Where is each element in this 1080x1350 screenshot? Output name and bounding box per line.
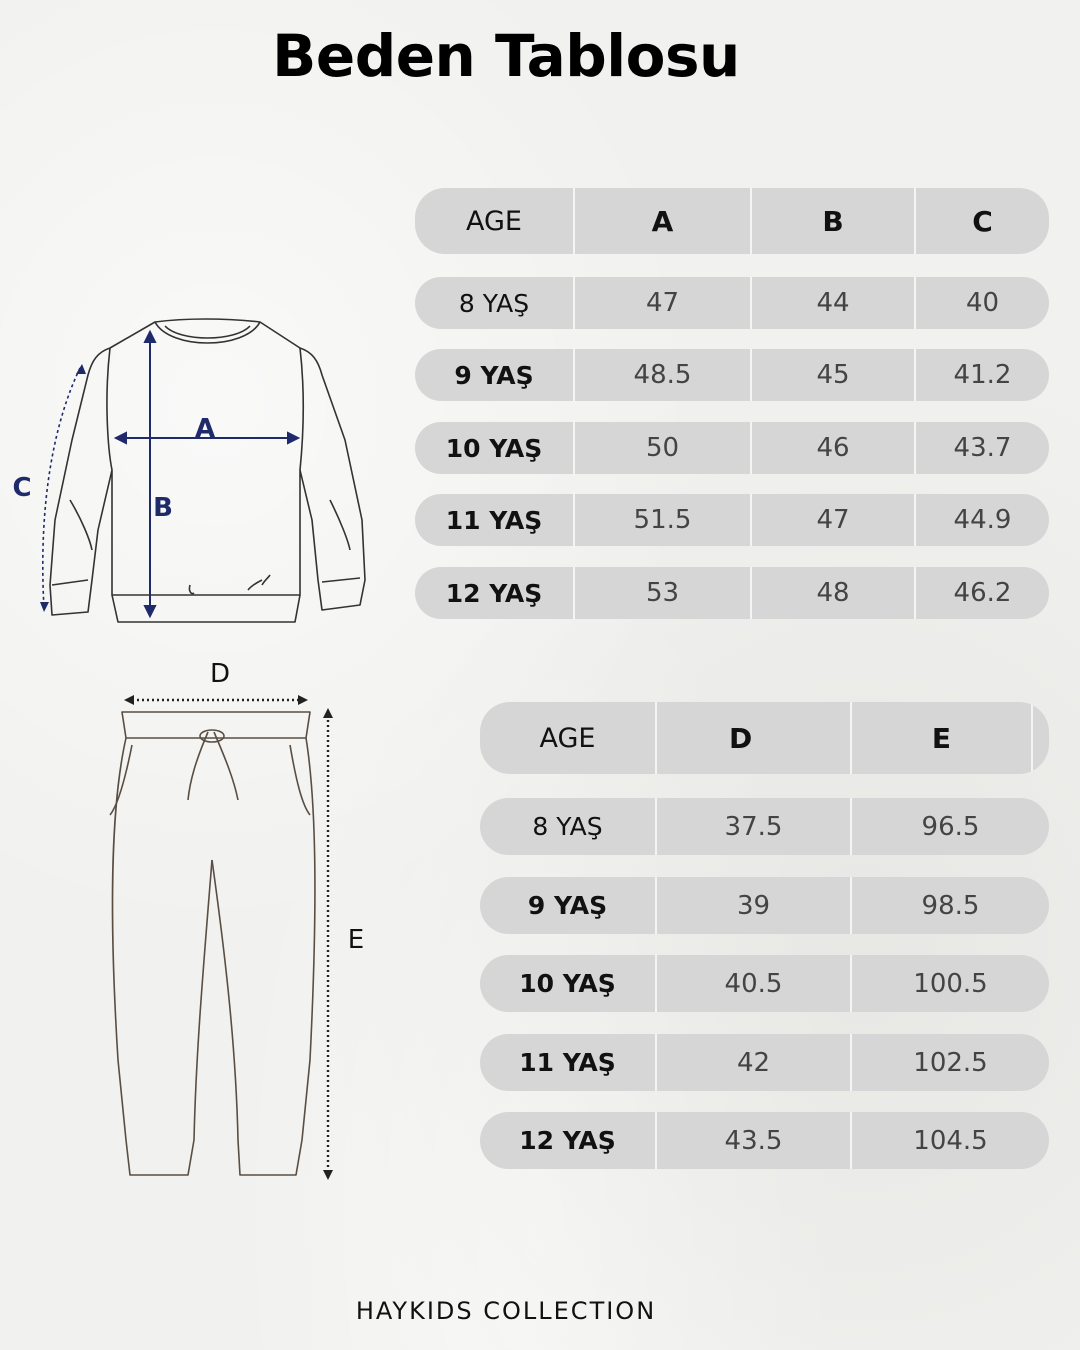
header-age: AGE [466,205,522,237]
row-value-a: 50 [573,422,750,474]
row-value-a: 51.5 [573,494,750,546]
measure-label-d: D [209,659,231,689]
row-value-d: 40.5 [655,955,850,1012]
row-value-d: 39 [655,877,850,934]
header-b: B [750,188,914,254]
sweatshirt-diagram [0,310,380,640]
page-title: Beden Tablosu [272,22,740,90]
row-value-e: 102.5 [850,1034,1049,1091]
row-value-a: 53 [573,567,750,619]
table-row [415,494,1049,546]
header-age: AGE [539,722,596,754]
brand-footer: HAYKIDS COLLECTION [355,1297,657,1325]
header-e: E [850,702,1031,774]
pants-diagram [0,650,380,1190]
header-a: A [573,188,750,254]
row-value-c: 41.2 [914,349,1049,401]
row-value-c: 40 [914,277,1049,329]
measure-label-b: B [153,493,173,523]
row-value-c: 44.9 [914,494,1049,546]
row-value-c: 46.2 [914,567,1049,619]
row-value-c: 43.7 [914,422,1049,474]
row-value-d: 43.5 [655,1112,850,1169]
row-age: 8 YAŞ [458,288,530,318]
table-row [415,567,1049,619]
row-age: 8 YAŞ [532,812,603,841]
table-header-row [415,188,1049,254]
header-d: D [655,702,850,774]
table-row [480,955,1049,1012]
table-row [415,422,1049,474]
table-row [415,349,1049,401]
row-age: 11 YAŞ [519,1048,616,1077]
row-age: 10 YAŞ [445,433,543,463]
table-row [415,277,1049,329]
row-value-b: 47 [750,494,914,546]
row-value-e: 98.5 [850,877,1049,934]
row-value-b: 48 [750,567,914,619]
row-value-e: 104.5 [850,1112,1049,1169]
row-value-e: 100.5 [850,955,1049,1012]
row-value-a: 47 [573,277,750,329]
row-age: 10 YAŞ [519,969,616,998]
table-row [480,1112,1049,1169]
row-age: 12 YAŞ [519,1126,616,1155]
row-age: 11 YAŞ [445,505,543,535]
row-age: 12 YAŞ [445,578,543,608]
row-value-d: 37.5 [655,798,850,855]
measure-label-a: A [194,414,216,444]
table-row [480,798,1049,855]
row-value-e: 96.5 [850,798,1049,855]
table-row [480,1034,1049,1091]
row-value-b: 44 [750,277,914,329]
header-spacer [1031,702,1049,774]
row-value-b: 45 [750,349,914,401]
measure-label-e: E [347,925,365,955]
row-value-d: 42 [655,1034,850,1091]
row-age: 9 YAŞ [454,360,534,390]
table-row [480,877,1049,934]
row-value-b: 46 [750,422,914,474]
measure-label-c: C [12,473,32,503]
row-value-a: 48.5 [573,349,750,401]
table-header-row [480,702,1049,774]
row-age: 9 YAŞ [527,891,608,920]
header-c: C [914,188,1049,254]
